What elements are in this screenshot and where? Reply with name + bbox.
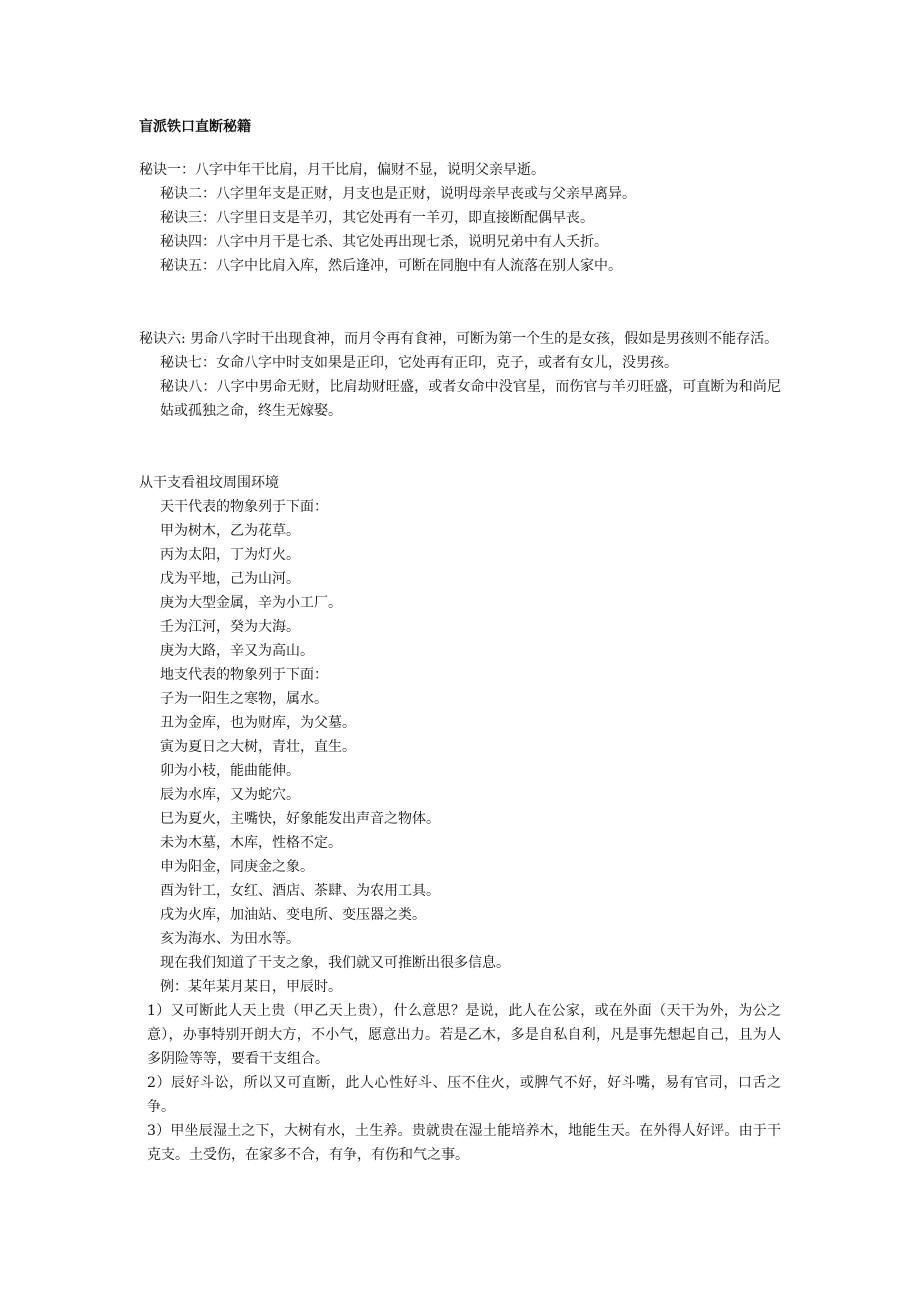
- numbered-item-1: 1）又可断此人天上贵（甲乙天上贵），什么意思？是说，此人在公家，或在外面（天干为外，为公之意），办事特别开朗大方，不小气，愿意出力。若是乙木，多是自私自利，凡是事先想起自己，且为人多阴险等等，要看干支组合。: [147, 1003, 781, 1067]
- body-line: 未为木墓，木库，性格不定。: [160, 835, 342, 851]
- body-line: 辰为水库，又为蛇穴。: [160, 787, 300, 803]
- body-line: 亥为海水、为田水等。: [160, 931, 300, 947]
- body-line: 寅为夏日之大树，青壮，直生。: [160, 739, 356, 755]
- secret-3: 秘诀三：八字里日支是羊刃，其它处再有一羊刃，即直接断配偶早丧。: [160, 210, 594, 226]
- body-line: 巳为夏火，主嘴快，好象能发出声音之物体。: [160, 811, 440, 827]
- body-line: 酉为针工，女红、酒店、茶肆、为农用工具。: [160, 883, 440, 899]
- body-line: 卯为小枝，能曲能伸。: [160, 763, 300, 779]
- document-title: 盲派铁口直断秘籍: [139, 119, 251, 135]
- body-line: 丑为金库，也为财库，为父墓。: [160, 715, 356, 731]
- body-line: 庚为大路，辛又为高山。: [160, 643, 314, 659]
- body-line: 现在我们知道了干支之象，我们就又可推断出很多信息。: [160, 955, 510, 971]
- body-line: 申为阳金，同庚金之象。: [160, 859, 314, 875]
- section-ganzhi: [139, 471, 781, 1167]
- body-line: 丙为太阳，丁为灯火。: [160, 547, 300, 563]
- secrets-group-1: [139, 158, 781, 278]
- body-line: 天干代表的物象列于下面：: [160, 499, 328, 515]
- numbered-item-2: 2）辰好斗讼，所以又可直断，此人心性好斗、压不住火，或脾气不好，好斗嘴，易有官司，口舌之争。: [147, 1075, 781, 1115]
- body-line: 壬为江河，癸为大海。: [160, 619, 300, 635]
- numbered-item-3: 3）甲坐辰湿土之下，大树有水，土生养。贵就贵在湿土能培养木，地能生天。在外得人好评。由于干克支。土受伤，在家多不合，有争，有伤和气之事。: [147, 1123, 781, 1163]
- secret-7: 秘诀七：女命八字中时支如果是正印，它处再有正印，克子，或者有女儿，没男孩。: [160, 355, 678, 371]
- body-line: 例：某年某月某日，甲辰时。: [160, 979, 342, 995]
- body-line: 甲为树木，乙为花草。: [160, 523, 300, 539]
- body-line: 戊为平地，己为山河。: [160, 571, 300, 587]
- secret-4: 秘诀四：八字中月干是七杀、其它处再出现七杀，说明兄弟中有人夭折。: [160, 234, 608, 250]
- secrets-group-2: [139, 327, 781, 423]
- secret-8: 秘诀八：八字中男命无财，比肩劫财旺盛，或者女命中没官星，而伤官与羊刃旺盛，可直断为和尚尼姑或孤独之命，终生无嫁娶。: [160, 379, 781, 419]
- secret-5: 秘诀五：八字中比肩入库，然后逢冲，可断在同胞中有人流落在别人家中。: [160, 258, 622, 274]
- secret-1: 秘诀一：八字中年干比肩，月干比肩，偏财不显，说明父亲早逝。: [139, 162, 545, 178]
- secret-2: 秘诀二：八字里年支是正财，月支也是正财，说明母亲早丧或与父亲早离异。: [160, 186, 636, 202]
- section-heading: 从干支看祖坟周围环境: [139, 475, 279, 491]
- body-line: 戌为火库，加油站、变电所、变压器之类。: [160, 907, 426, 923]
- body-line: 地支代表的物象列于下面：: [160, 667, 328, 683]
- body-line: 庚为大型金属，辛为小工厂。: [160, 595, 342, 611]
- body-line: 子为一阳生之寒物，属水。: [160, 691, 328, 707]
- secret-6: 秘诀六: 男命八字时干出现食神，而月令再有食神，可断为第一个生的是女孩，假如是男孩则不能存活。: [139, 331, 779, 347]
